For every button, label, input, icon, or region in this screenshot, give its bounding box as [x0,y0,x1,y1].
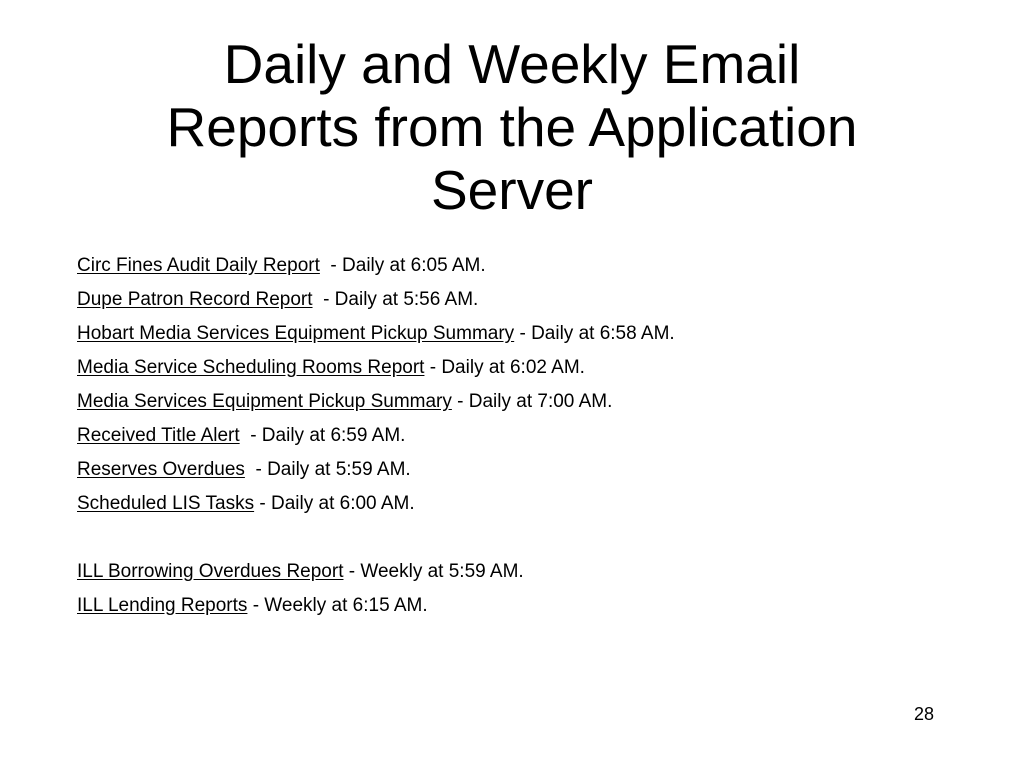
report-link[interactable]: Media Service Scheduling Rooms Report [77,357,425,378]
report-link[interactable]: Scheduled LIS Tasks [77,493,255,514]
report-link[interactable]: ILL Lending Reports [77,595,248,616]
report-item [77,319,957,353]
report-schedule: - Daily at 6:00 AM. [254,493,415,514]
report-link[interactable]: Reserves Overdues [77,459,245,480]
page-number: 28 [913,704,934,724]
report-item [77,251,957,285]
report-item [77,455,957,489]
report-schedule: - Daily at 5:56 AM. [312,289,479,310]
title-line: Daily and Weekly Email [223,33,801,95]
report-link[interactable]: Circ Fines Audit Daily Report [77,255,320,276]
report-schedule: - Daily at 5:59 AM. [244,459,411,480]
report-schedule: - Daily at 6:02 AM. [424,357,585,378]
slide-title [60,33,964,222]
report-schedule: - Daily at 6:05 AM. [319,255,486,276]
title-line: Server [431,159,593,221]
report-link[interactable]: Media Services Equipment Pickup Summary [77,391,452,412]
list-spacer [77,523,957,557]
report-schedule: - Daily at 7:00 AM. [451,391,613,412]
report-item [77,353,957,387]
report-schedule: - Weekly at 6:15 AM. [247,595,428,616]
report-link[interactable]: Dupe Patron Record Report [77,289,313,310]
report-item [77,557,957,591]
report-item [77,421,957,455]
report-item [77,285,957,319]
report-list [77,251,957,625]
report-schedule: - Daily at 6:58 AM. [514,323,675,344]
report-schedule: - Daily at 6:59 AM. [239,425,406,446]
report-link[interactable]: Hobart Media Services Equipment Pickup Summary [77,323,515,344]
report-item [77,591,957,625]
report-item [77,387,957,421]
report-schedule: - Weekly at 5:59 AM. [343,561,524,582]
title-line: Reports from the Application [166,96,858,158]
report-link[interactable]: ILL Borrowing Overdues Report [77,561,344,582]
report-item [77,489,957,523]
report-link[interactable]: Received Title Alert [77,425,240,446]
